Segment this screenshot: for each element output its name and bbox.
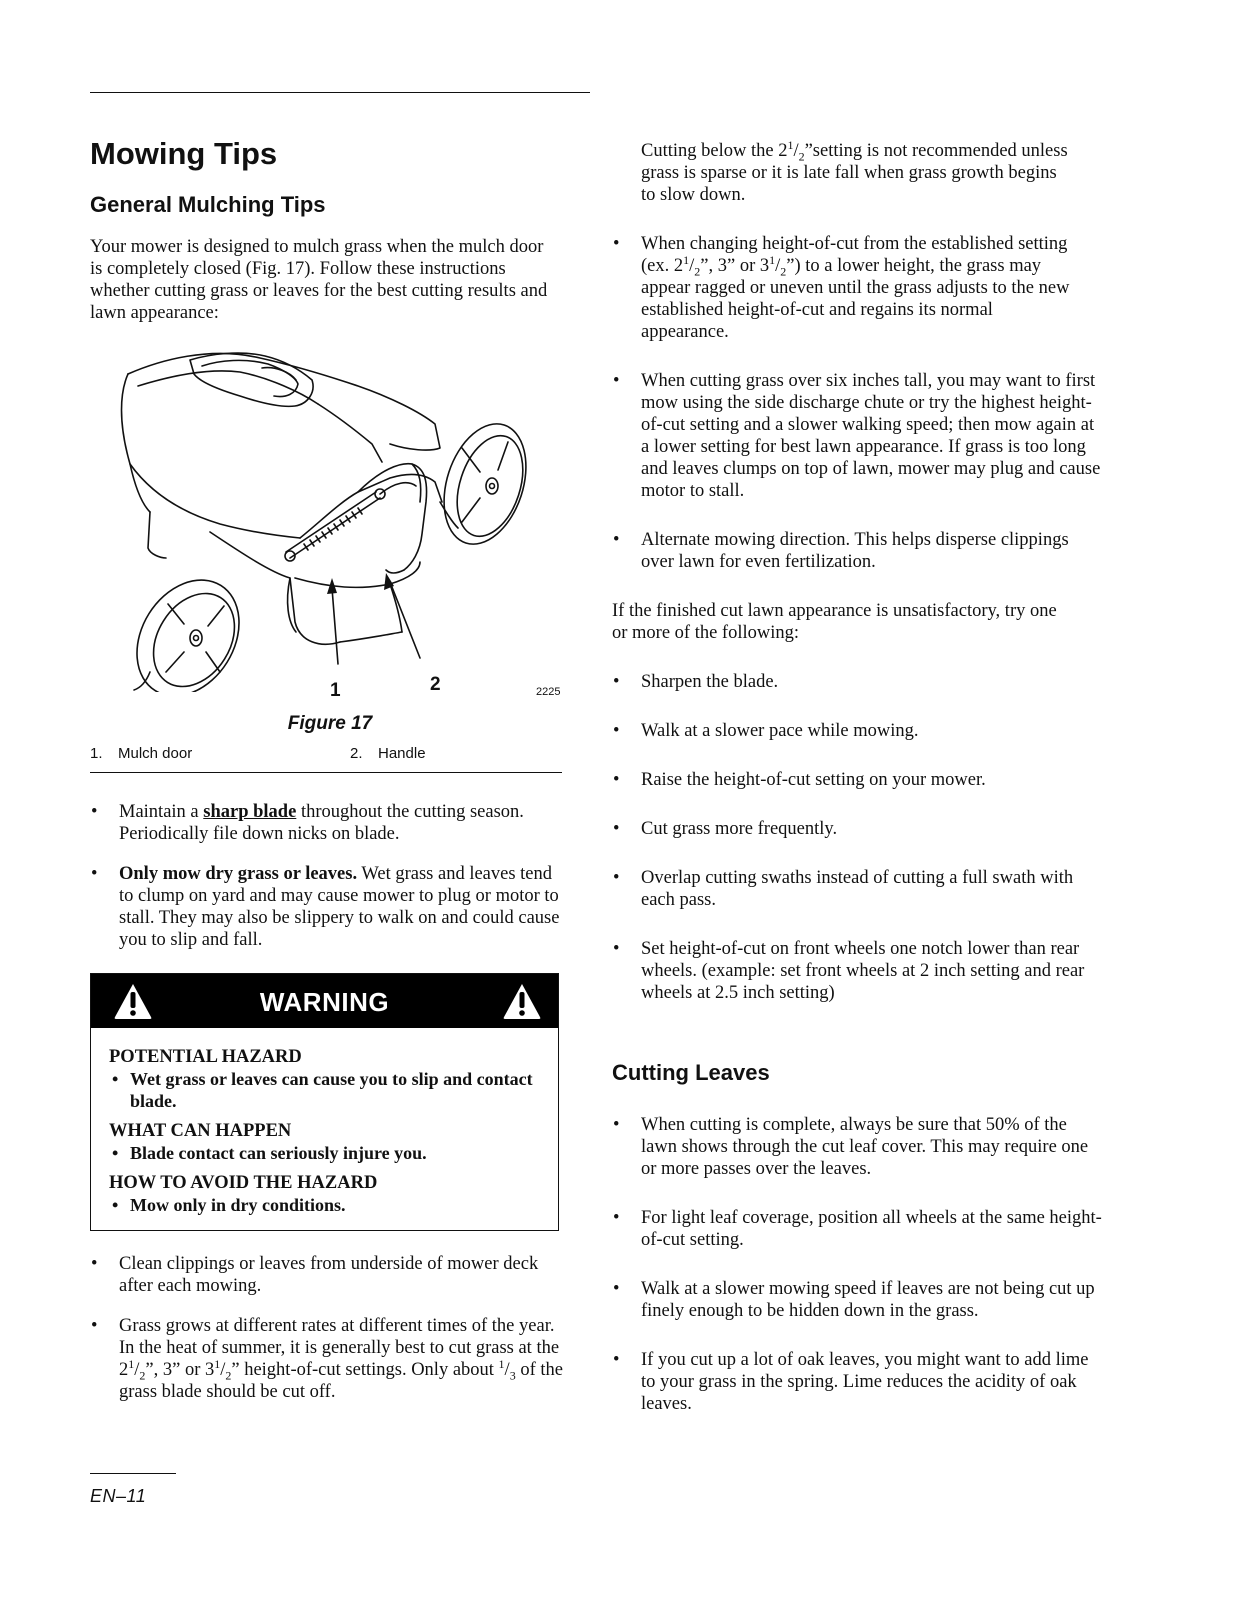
bullet-light-coverage: • For light leaf coverage, position all wheels at the same height-of-cut setting. bbox=[613, 1208, 1102, 1250]
bullet-oak-leaves: • If you cut up a lot of oak leaves, you might want to add lime to your grass in the spring. Lime reduces the acidity of oak leaves. bbox=[613, 1350, 1089, 1414]
left-column bbox=[90, 136, 570, 1403]
bullet-sharpen: • Sharpen the blade. bbox=[613, 672, 779, 692]
bullet-leaf-cover: • When cutting is complete, always be sure that 50% of the lawn shows through the cut leaf cover. This may require one or more passes over the leaves. bbox=[613, 1115, 1089, 1179]
bullet-grass-grows: • Grass grows at different rates at different times of the year. In the heat of summer, it is generally best to cut grass at the $2^1/_2$”, 3” or $3^1/_2$” height-of-cut settings. Only about $^1/_3$ of the grass blade should be cut off. bbox=[91, 1316, 563, 1402]
warning-header bbox=[91, 974, 558, 1028]
bullet-cut-frequently: • Cut grass more frequently. bbox=[613, 819, 838, 839]
right-column bbox=[612, 137, 1102, 1415]
top-rule bbox=[90, 92, 590, 93]
warning-title: WARNING bbox=[259, 987, 390, 1017]
section-heading-mulching: General Mulching Tips bbox=[90, 192, 326, 217]
bullet-dot: • bbox=[91, 802, 98, 822]
unsatisfactory-paragraph: If the finished cut lawn appearance is unsatisfactory, try one or more of the following: bbox=[612, 601, 1057, 643]
bullet-changing-height: • When changing height-of-cut from the established setting (ex. $2^1/_2$”, 3” or $3^1/_2$”) to a lower height, the grass may appear ragged or uneven until the grass adjusts to the new established height-of-cut and regains its normal appearance. bbox=[613, 234, 1070, 342]
page-title: Mowing Tips bbox=[90, 136, 278, 171]
warning-item-avoid: • Mow only in dry conditions. bbox=[112, 1195, 346, 1215]
callout-2-label: 2 bbox=[430, 674, 441, 695]
callout-1-label: 1 bbox=[330, 680, 341, 701]
bullet-slower-speed: • Walk at a slower mowing speed if leaves are not being cut up finely enough to be hidden down in the grass. bbox=[613, 1279, 1095, 1321]
bullet-raise-height: • Raise the height-of-cut setting on your mower. bbox=[613, 770, 986, 790]
warning-item-what-can-happen: • Blade contact can seriously injure you. bbox=[112, 1143, 427, 1163]
bullet-dry-grass: • Only mow dry grass or leaves. Wet grass and leaves tend to clump on yard and may cause mower to plug or motor to stall. They may also be slippery to walk on and could cause you to slip and fall. bbox=[91, 864, 560, 950]
page-number: EN–11 bbox=[90, 1486, 147, 1506]
section-heading-leaves: Cutting Leaves bbox=[612, 1060, 770, 1085]
bottom-rule bbox=[90, 1473, 176, 1474]
figure-caption: Figure 17 bbox=[287, 713, 373, 734]
legend-2-text: Handle bbox=[378, 745, 426, 762]
warning-heading-avoid: HOW TO AVOID THE HAZARD bbox=[109, 1173, 378, 1193]
figure-code: 2225 bbox=[536, 686, 561, 698]
warning-triangle-icon bbox=[502, 982, 542, 1020]
legend-1-text: Mulch door bbox=[118, 745, 193, 762]
bullet-dot: • bbox=[91, 1254, 98, 1274]
bullet-front-wheels: • Set height-of-cut on front wheels one notch lower than rear wheels. (example: set front wheels at 2 inch setting and rear wheels at 2.5 inch setting) bbox=[613, 939, 1085, 1003]
warning-item-hazard: • Wet grass or leaves can cause you to slip and contact blade. bbox=[112, 1069, 533, 1111]
warning-body bbox=[91, 1028, 558, 1230]
sharp-blade-emphasis: sharp blade bbox=[203, 802, 297, 822]
figure-legend bbox=[90, 745, 562, 773]
legend-1-number: 1. bbox=[90, 745, 103, 762]
intro-paragraph: Your mower is designed to mulch grass when the mulch door is completely closed (Fig. 17). Follow these instructions whether cutting grass or leaves for the best cutting results and lawn appearance: bbox=[90, 237, 548, 323]
warning-box bbox=[90, 973, 559, 1231]
bullet-tall-grass: • When cutting grass over six inches tall, you may want to first mow using the side discharge chute or try the highest height-of-cut setting and a slower walking speed; then mow again at a lower setting for best lawn appearance. If grass is too long and leaves clumps on top of lawn, mower may plug and cause motor to stall. bbox=[613, 371, 1101, 501]
bullet-clean-clippings: • Clean clippings or leaves from underside of mower deck after each mowing. bbox=[91, 1254, 539, 1296]
bullet-alternate-direction: • Alternate mowing direction. This helps disperse clippings over lawn for even fertilization. bbox=[613, 530, 1069, 572]
legend-2-number: 2. bbox=[350, 745, 363, 762]
bullet-dot: • bbox=[91, 864, 98, 884]
warning-heading-what-can-happen: WHAT CAN HAPPEN bbox=[109, 1121, 292, 1141]
dry-grass-emphasis: Only mow dry grass or leaves. bbox=[119, 864, 358, 884]
bullet-sharp-blade: • Maintain a sharp blade throughout the cutting season. Periodically file down nicks on blade. bbox=[91, 802, 524, 844]
bullet-slower-pace: • Walk at a slower pace while mowing. bbox=[613, 721, 919, 741]
mower-illustration bbox=[90, 352, 560, 692]
warning-heading-hazard: POTENTIAL HAZARD bbox=[109, 1047, 302, 1067]
bullet-dot: • bbox=[91, 1316, 98, 1336]
continued-paragraph: Cutting below the $2^1/_2”setting$ is not recommended unless grass is sparse or it is late fall when grass growth begins to slow down. bbox=[641, 137, 1068, 205]
bullet-overlap: • Overlap cutting swaths instead of cutting a full swath with each pass. bbox=[613, 868, 1074, 910]
figure-17 bbox=[90, 352, 560, 707]
